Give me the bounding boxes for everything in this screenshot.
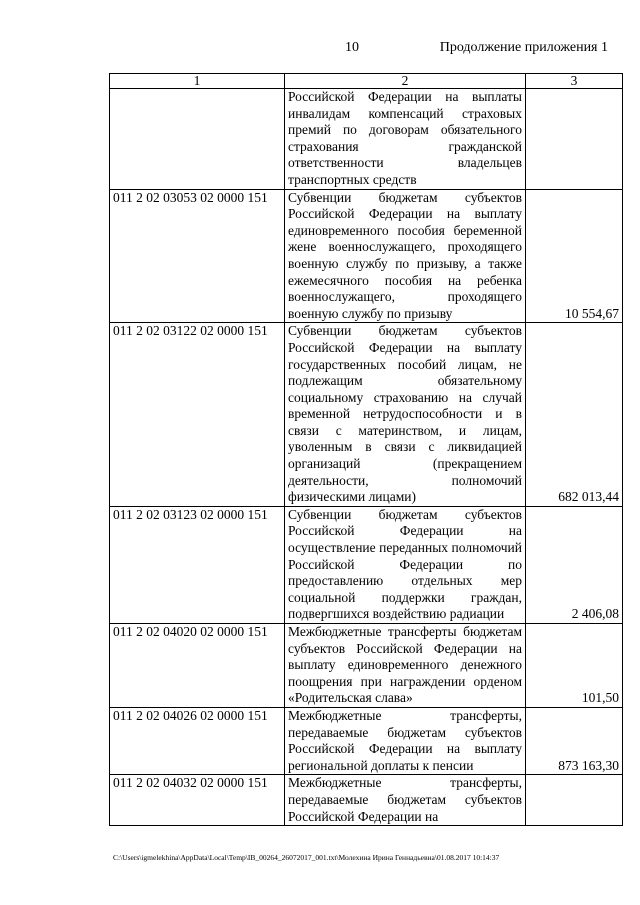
row-amount: 873 163,30 (526, 707, 623, 774)
column-header-2: 2 (285, 74, 526, 89)
row-description: Межбюджетные трансферты, передаваемые бюджетам субъектов Российской Федерации на выплату региональной доплаты к пенсии (285, 707, 526, 774)
page-header (0, 40, 640, 60)
table-row (110, 624, 623, 708)
column-header-3: 3 (526, 74, 623, 89)
row-code: 011 2 02 04032 02 0000 151 (110, 775, 285, 826)
table-header-row (110, 74, 623, 89)
row-amount (526, 89, 623, 190)
row-code: 011 2 02 04020 02 0000 151 (110, 624, 285, 708)
row-amount: 682 013,44 (526, 323, 623, 507)
table-row (110, 506, 623, 623)
row-code (110, 89, 285, 190)
row-code: 011 2 02 04026 02 0000 151 (110, 707, 285, 774)
row-description: Российской Федерации на выплаты инвалидам компенсаций страховых премий по договорам обязательного страхования гражданской ответственности владельцев транспортных средств (285, 89, 526, 190)
appendix-table (109, 73, 623, 826)
footer-file-path: C:\Users\igmelekhina\AppData\Local\Temp\IB_00264_26072017_001.txt\Молехина Ирина Геннадьевна\01.08.2017 10:14:37 (113, 853, 500, 862)
row-code: 011 2 02 03053 02 0000 151 (110, 189, 285, 323)
row-amount: 101,50 (526, 624, 623, 708)
row-amount (526, 775, 623, 826)
row-description: Межбюджетные трансферты бюджетам субъектов Российской Федерации на выплату единовременного денежного поощрения при награждении орденом «Родительская слава» (285, 624, 526, 708)
table-row (110, 323, 623, 507)
row-amount: 10 554,67 (526, 189, 623, 323)
table-row (110, 707, 623, 774)
row-description: Межбюджетные трансферты, передаваемые бюджетам субъектов Российской Федерации на (285, 775, 526, 826)
page-number: 10 (345, 40, 359, 55)
table-row (110, 189, 623, 323)
row-amount: 2 406,08 (526, 506, 623, 623)
table-row (110, 775, 623, 826)
row-description: Субвенции бюджетам субъектов Российской Федерации на выплату государственных пособий лицам, не подлежащим обязательному социальному страхованию на случай временной нетрудоспособности и в связи с материнством, и лицам, уволенным в связи с ликвидацией организаций (прекращением деятельности, полномочий физическими лицами) (285, 323, 526, 507)
continuation-label: Продолжение приложения 1 (439, 40, 608, 55)
row-code: 011 2 02 03122 02 0000 151 (110, 323, 285, 507)
column-header-1: 1 (110, 74, 285, 89)
row-description: Субвенции бюджетам субъектов Российской Федерации на осуществление переданных полномочий Российской Федерации по предоставлению отдельных мер социальной поддержки граждан, подвергшихся воздействию радиации (285, 506, 526, 623)
table-row (110, 89, 623, 190)
row-code: 011 2 02 03123 02 0000 151 (110, 506, 285, 623)
row-description: Субвенции бюджетам субъектов Российской Федерации на выплату единовременного пособия беременной жене военнослужащего, проходящего военную службу по призыву, а также ежемесячного пособия на ребенка военнослужащего, проходящего военную службу по призыву (285, 189, 526, 323)
